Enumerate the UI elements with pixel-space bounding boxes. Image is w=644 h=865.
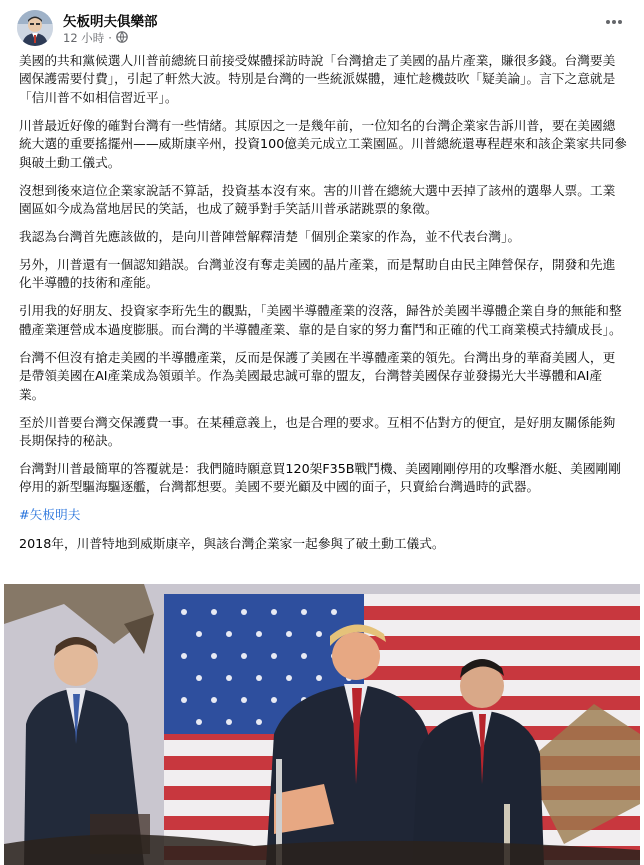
post-paragraph: 我認為台灣首先應該做的，是向川普陣營解釋清楚「個別企業家的作為，並不代表台灣」。 bbox=[19, 229, 521, 245]
post-paragraph: 引用我的好朋友、投資家李珩先生的觀點，「美國半導體產業的沒落，歸咎於美國半導體企業自身的無能和整體產業運營成本過度膨脹。而台灣的半導體產業、靠的是自家的努力奮鬥和正確的代工商業模式持續成長」。 bbox=[19, 303, 622, 337]
globe-icon bbox=[116, 31, 128, 46]
more-options-icon[interactable] bbox=[602, 12, 626, 36]
post-paragraph: 台灣不但沒有搶走美國的半導體產業，反而是保護了美國在半導體產業的領先。台灣出身的華裔美國人，更是帶領美國在AI產業成為領頭羊。作為美國最忠誠可靠的盟友，台灣替美國保存並發揚光大半導體和AI產業。 bbox=[19, 349, 616, 402]
post-header bbox=[0, 0, 644, 52]
author-name[interactable]: 矢板明夫俱樂部 bbox=[63, 14, 158, 30]
author-avatar[interactable] bbox=[17, 10, 53, 46]
post-paragraph: 台灣對川普最簡單的答覆就是：我們隨時願意買120架F35B戰鬥機、美國剛剛停用的攻擊潛水艇、美國剛剛停用的新型驅海驅逐艦，台灣都想要。美國不要光顧及中國的面子，只賣給台灣過時的武器。 bbox=[19, 461, 621, 495]
post-paragraph: 至於川普要台灣交保護費一事。在某種意義上，也是合理的要求。互相不佔對方的便宜，是好朋友關係能夠長期保持的秘訣。 bbox=[19, 414, 616, 449]
post-paragraph: 沒想到後來這位企業家說話不算話，投資基本沒有來。害的川普在總統大選中丟掉了該州的選舉人票。工業園區如今成為當地居民的笑話，也成了競爭對手笑話川普承諾跳票的象徵。 bbox=[19, 182, 616, 217]
post-paragraph: 川普最近好像的確對台灣有一些情緒。其原因之一是幾年前，一位知名的台灣企業家告訴川普，要在美國總統大選的重要搖擺州——威斯康辛州，投資100億美元成立工業園區。川普總統還專程趕來和該企業家共同參與破土動工儀式。 bbox=[19, 117, 627, 170]
meta-separator: · bbox=[108, 31, 112, 45]
photo-caption: 2018年，川普特地到威斯康辛，與該台灣企業家一起參與了破土動工儀式。 bbox=[19, 535, 445, 551]
post-photo[interactable] bbox=[4, 584, 640, 865]
post-paragraph: 美國的共和黨候選人川普前總統日前接受媒體採訪時說「台灣搶走了美國的晶片產業，賺很多錢。台灣要美國保護需要付費」，引起了軒然大波。特別是台灣的一些統派媒體，連忙趁機鼓吹「疑美論」。言下之意就是「信川普不如相信習近平」。 bbox=[19, 53, 616, 105]
post-timestamp[interactable]: 12 小時 bbox=[63, 31, 105, 45]
post-meta bbox=[63, 30, 128, 46]
hashtag-link[interactable]: #矢板明夫 bbox=[19, 507, 81, 523]
post-body bbox=[19, 52, 627, 563]
groundbreaking-ceremony-photo bbox=[4, 584, 640, 865]
post-paragraph: 另外，川普還有一個認知錯誤。台灣並沒有奪走美國的晶片產業，而是幫助自由民主陣營保存，開發和先進化半導體的技術和產能。 bbox=[19, 257, 616, 291]
